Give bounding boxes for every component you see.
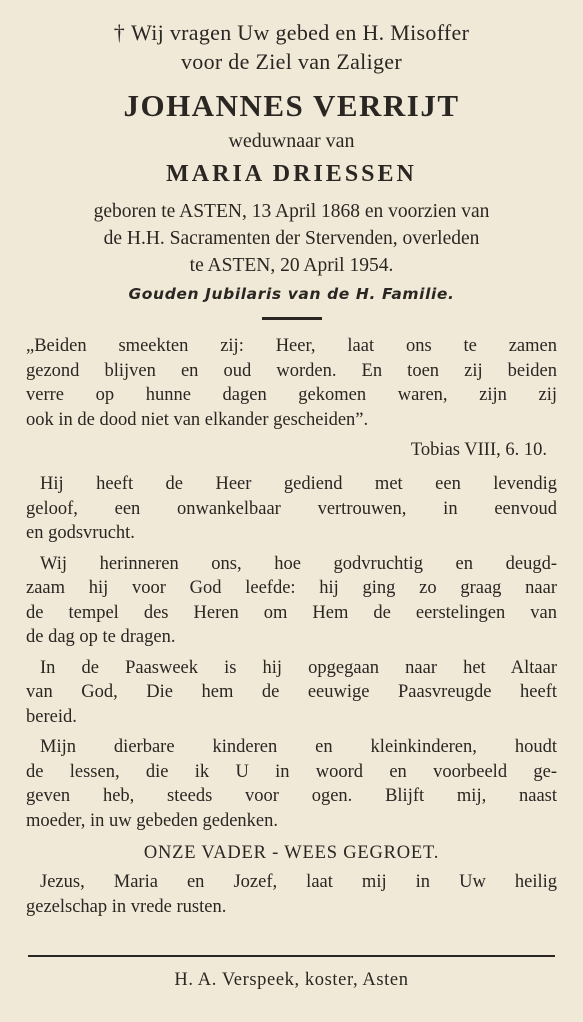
paragraph-memory — [26, 552, 557, 650]
quote-line-4: ook in de dood niet van elkander gescheiden”. — [26, 409, 369, 430]
dates-line-2: de H.H. Sacramenten der Stervenden, overleden — [103, 228, 480, 249]
intro-line-1 — [26, 18, 557, 47]
quote-line-2: gezond blijven en oud worden. En toen zij beiden — [26, 360, 557, 381]
p4-line-4: moeder, in uw gebeden gedenken. — [26, 810, 278, 831]
p4-line-3: geven heb, steeds voor ogen. Blijft mij, naast — [26, 786, 557, 806]
p3-line-2: van God, Die hem de eeuwige Paasvreugde heeft — [26, 682, 557, 702]
paragraph-faith — [26, 472, 557, 546]
quote-line-1: „Beiden smeekten zij: Heer, laat ons te zamen — [26, 336, 557, 356]
quote-source: Tobias VIII, 6. 10. — [410, 440, 547, 460]
prayer-heading: ONZE VADER - WEES GEGROET. — [143, 843, 440, 863]
paragraph-easter — [26, 656, 557, 730]
p4-line-1: Mijn dierbare kinderen en kleinkinderen, houdt — [40, 737, 557, 757]
intro-text — [26, 18, 557, 76]
dates-line-3: te ASTEN, 20 April 1954. — [189, 255, 394, 276]
divider-bottom — [28, 955, 555, 957]
p5-line-2: gezelschap in vrede rusten. — [26, 896, 227, 917]
printer-credit: H. A. Verspeek, koster, Asten — [174, 970, 409, 990]
p2-line-4: de dag op te dragen. — [26, 627, 176, 647]
deceased-name: JOHANNES VERRIJT — [123, 88, 460, 123]
p2-line-1: Wij herinneren ons, hoe godvruchtig en deugd- — [40, 553, 557, 574]
paragraph-closing — [26, 870, 557, 919]
p5-line-1: Jezus, Maria en Jozef, laat mij in Uw heilig — [40, 872, 557, 892]
relation-text: weduwnaar van — [228, 130, 355, 152]
intro-line-1-text: Wij vragen Uw gebed en H. Misoffer — [131, 20, 470, 45]
life-dates — [26, 198, 557, 279]
p4-line-2: de lessen, die ik U in woord en voorbeeld ge- — [26, 761, 557, 782]
p3-line-3: bereid. — [26, 706, 77, 727]
p2-line-2: zaam hij voor God leefde: hij ging zo graag naar — [26, 578, 557, 598]
paragraph-children — [26, 735, 557, 833]
jubilaris-note: Gouden Jubilaris van de H. Familie. — [128, 285, 455, 303]
divider-short — [262, 317, 322, 320]
p1-line-1: Hij heeft de Heer gediend met een levendig — [40, 474, 557, 494]
quote-line-3: verre op hunne dagen gekomen waren, zijn zij — [26, 385, 557, 405]
spouse-name: MARIA DRIESSEN — [166, 161, 417, 187]
p1-line-3: en godsvrucht. — [26, 523, 135, 543]
p1-line-2: geloof, een onwankelbaar vertrouwen, in eenvoud — [26, 498, 557, 519]
dates-line-1: geboren te ASTEN, 13 April 1868 en voorzien van — [93, 201, 490, 222]
bible-quote — [26, 334, 557, 432]
p3-line-1: In de Paasweek is hij opgegaan naar het Altaar — [40, 657, 557, 678]
p2-line-3: de tempel des Heren om Hem de eerstelingen van — [26, 602, 557, 623]
cross-icon: † — [113, 20, 126, 45]
intro-line-2: voor de Ziel van Zaliger — [180, 49, 402, 74]
